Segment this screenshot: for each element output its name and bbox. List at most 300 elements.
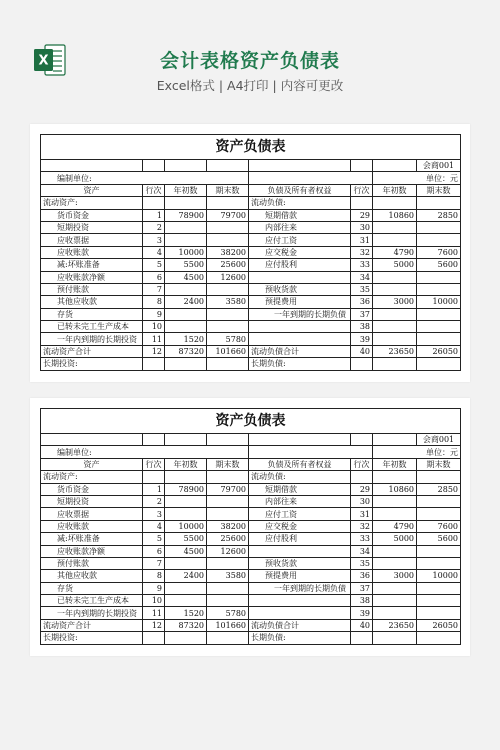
table-cell: 7 — [143, 283, 165, 295]
table-cell: 4500 — [165, 271, 207, 283]
unit-row — [41, 446, 461, 458]
table-cell — [373, 234, 417, 246]
sheet-title: 资产负债表 — [41, 135, 461, 160]
table-cell: 货币资金 — [41, 209, 143, 221]
table-row — [41, 483, 461, 495]
table-cell: 预收货款 — [249, 557, 351, 569]
blank-cell — [351, 160, 373, 172]
table-cell — [143, 632, 165, 644]
table-cell — [417, 607, 461, 619]
table-cell: 流动资产合计 — [41, 345, 143, 357]
table-cell: 应收账款 — [41, 246, 143, 258]
table-cell: 应交税金 — [249, 246, 351, 258]
table-cell: 31 — [351, 234, 373, 246]
table-cell: 存货 — [41, 308, 143, 320]
table-cell: 10 — [143, 321, 165, 333]
table-cell: 预提费用 — [249, 570, 351, 582]
table-cell: 2400 — [165, 296, 207, 308]
table-row — [41, 296, 461, 308]
table-cell — [165, 221, 207, 233]
table-cell — [143, 197, 165, 209]
table-cell — [373, 271, 417, 283]
sheet-title-row — [41, 409, 461, 434]
table-cell — [165, 321, 207, 333]
table-cell: 应收票据 — [41, 508, 143, 520]
table-cell: 78900 — [165, 483, 207, 495]
table-cell: 34 — [351, 545, 373, 557]
table-cell: 78900 — [165, 209, 207, 221]
table-row — [41, 495, 461, 507]
table-cell — [373, 557, 417, 569]
table-cell — [207, 358, 249, 370]
table-cell: 应交税金 — [249, 520, 351, 532]
table-cell — [373, 197, 417, 209]
balance-sheet-preview-2 — [30, 398, 470, 656]
table-cell: 29 — [351, 209, 373, 221]
table-cell — [249, 595, 351, 607]
table-cell: 36 — [351, 570, 373, 582]
table-row — [41, 545, 461, 557]
table-cell — [373, 545, 417, 557]
table-cell: 流动资产合计 — [41, 619, 143, 631]
table-cell: 5600 — [417, 533, 461, 545]
table-cell: 30 — [351, 495, 373, 507]
column-header: 资产 — [41, 458, 143, 470]
table-cell: 38200 — [207, 520, 249, 532]
table-cell: 应收账款净额 — [41, 545, 143, 557]
currency-unit-label: 单位：元 — [373, 446, 461, 458]
table-cell: 37 — [351, 582, 373, 594]
table-cell: 12600 — [207, 545, 249, 557]
blank-cell — [249, 172, 373, 184]
table-row — [41, 209, 461, 221]
column-header: 行次 — [143, 184, 165, 196]
table-row — [41, 221, 461, 233]
table-cell — [417, 221, 461, 233]
table-cell: 4790 — [373, 246, 417, 258]
table-cell: 38 — [351, 595, 373, 607]
column-header: 期末数 — [207, 458, 249, 470]
table-cell — [143, 471, 165, 483]
table-cell: 流动资产: — [41, 471, 143, 483]
table-cell — [165, 557, 207, 569]
table-cell: 短期投资 — [41, 495, 143, 507]
table-cell: 预提费用 — [249, 296, 351, 308]
table-row — [41, 321, 461, 333]
table-cell: 2400 — [165, 570, 207, 582]
table-cell — [207, 283, 249, 295]
table-cell: 35 — [351, 557, 373, 569]
table-cell: 存货 — [41, 582, 143, 594]
column-header-row — [41, 458, 461, 470]
table-row — [41, 259, 461, 271]
table-cell: 5780 — [207, 607, 249, 619]
table-cell: 7600 — [417, 520, 461, 532]
table-cell: 4790 — [373, 520, 417, 532]
table-cell: 已转未完工生产成本 — [41, 595, 143, 607]
table-cell: 流动负债: — [249, 471, 351, 483]
table-cell: 5780 — [207, 333, 249, 345]
table-cell: 25600 — [207, 259, 249, 271]
table-cell: 流动负债合计 — [249, 345, 351, 357]
table-cell — [417, 508, 461, 520]
table-cell: 39 — [351, 333, 373, 345]
table-cell: 减:坏账准备 — [41, 533, 143, 545]
table-cell: 内部往来 — [249, 221, 351, 233]
blank-cell — [143, 434, 165, 446]
table-row — [41, 557, 461, 569]
column-header-row — [41, 184, 461, 196]
table-cell — [207, 471, 249, 483]
table-row — [41, 595, 461, 607]
blank-cell — [143, 160, 165, 172]
table-cell — [417, 545, 461, 557]
table-cell: 12 — [143, 345, 165, 357]
table-cell — [417, 197, 461, 209]
table-cell — [165, 595, 207, 607]
table-cell: 36 — [351, 296, 373, 308]
table-cell — [249, 321, 351, 333]
table-cell: 7 — [143, 557, 165, 569]
table-cell — [207, 508, 249, 520]
form-number-row — [41, 160, 461, 172]
table-cell: 10860 — [373, 483, 417, 495]
table-cell: 9 — [143, 582, 165, 594]
table-cell: 1520 — [165, 607, 207, 619]
table-cell: 3000 — [373, 570, 417, 582]
sheet-title: 资产负债表 — [41, 409, 461, 434]
table-cell: 3 — [143, 234, 165, 246]
blank-cell — [207, 434, 249, 446]
table-row — [41, 308, 461, 320]
table-cell — [417, 471, 461, 483]
balance-sheet-preview-1 — [30, 124, 470, 382]
table-row — [41, 582, 461, 594]
table-cell — [165, 495, 207, 507]
table-row — [41, 246, 461, 258]
table-row — [41, 234, 461, 246]
table-cell — [165, 358, 207, 370]
table-cell — [417, 321, 461, 333]
table-row — [41, 570, 461, 582]
table-cell: 预收货款 — [249, 283, 351, 295]
table-cell — [207, 234, 249, 246]
balance-sheet-table — [40, 134, 461, 371]
table-cell: 12 — [143, 619, 165, 631]
table-cell — [373, 308, 417, 320]
table-cell: 其他应收款 — [41, 570, 143, 582]
page-title: 会计表格资产负债表 — [159, 50, 340, 72]
table-cell: 10000 — [417, 296, 461, 308]
table-row — [41, 345, 461, 357]
column-header: 年初数 — [373, 458, 417, 470]
column-header: 行次 — [143, 458, 165, 470]
table-cell: 预付账款 — [41, 283, 143, 295]
table-cell: 内部往来 — [249, 495, 351, 507]
table-row — [41, 283, 461, 295]
table-cell: 其他应收款 — [41, 296, 143, 308]
table-cell: 38200 — [207, 246, 249, 258]
table-row — [41, 197, 461, 209]
table-cell: 2 — [143, 221, 165, 233]
table-cell: 12600 — [207, 271, 249, 283]
table-cell: 10860 — [373, 209, 417, 221]
table-cell: 34 — [351, 271, 373, 283]
table-cell: 3 — [143, 508, 165, 520]
table-cell — [417, 582, 461, 594]
table-cell: 应付股利 — [249, 533, 351, 545]
table-cell: 37 — [351, 308, 373, 320]
table-cell — [351, 632, 373, 644]
table-cell: 短期借款 — [249, 483, 351, 495]
table-cell: 9 — [143, 308, 165, 320]
table-cell: 79700 — [207, 483, 249, 495]
compiling-unit-label: 编制单位: — [41, 446, 249, 458]
table-cell — [351, 358, 373, 370]
table-cell: 已转未完工生产成本 — [41, 321, 143, 333]
table-cell: 5000 — [373, 259, 417, 271]
table-cell — [373, 607, 417, 619]
table-cell — [373, 333, 417, 345]
table-cell: 10000 — [417, 570, 461, 582]
table-cell: 应付工资 — [249, 508, 351, 520]
table-cell — [165, 234, 207, 246]
form-number: 会商001 — [417, 160, 461, 172]
column-header: 行次 — [351, 184, 373, 196]
table-cell: 3580 — [207, 570, 249, 582]
table-cell: 31 — [351, 508, 373, 520]
table-cell: 26050 — [417, 619, 461, 631]
table-cell: 1 — [143, 483, 165, 495]
table-cell: 1520 — [165, 333, 207, 345]
column-header: 期末数 — [417, 458, 461, 470]
table-cell: 长期投资: — [41, 358, 143, 370]
page-subtitle: Excel格式 | A4打印 | 内容可更改 — [156, 78, 344, 93]
table-cell — [207, 595, 249, 607]
table-cell: 8 — [143, 296, 165, 308]
table-cell — [373, 221, 417, 233]
table-cell: 8 — [143, 570, 165, 582]
form-number-row — [41, 434, 461, 446]
table-cell — [373, 595, 417, 607]
table-row — [41, 271, 461, 283]
table-cell — [417, 283, 461, 295]
table-cell: 5600 — [417, 259, 461, 271]
table-cell — [417, 308, 461, 320]
table-cell: 25600 — [207, 533, 249, 545]
table-cell: 40 — [351, 345, 373, 357]
table-cell: 10000 — [165, 246, 207, 258]
table-cell — [373, 321, 417, 333]
blank-cell — [207, 160, 249, 172]
table-cell: 6 — [143, 545, 165, 557]
table-cell: 39 — [351, 607, 373, 619]
table-row — [41, 333, 461, 345]
table-cell: 长期负债: — [249, 358, 351, 370]
table-cell — [165, 308, 207, 320]
table-cell — [417, 495, 461, 507]
table-cell: 4500 — [165, 545, 207, 557]
table-cell — [207, 582, 249, 594]
table-cell: 87320 — [165, 619, 207, 631]
table-cell: 一年内到期的长期投资 — [41, 333, 143, 345]
table-cell — [249, 333, 351, 345]
table-cell: 23650 — [373, 619, 417, 631]
blank-cell — [249, 160, 351, 172]
table-cell: 减:坏账准备 — [41, 259, 143, 271]
blank-cell — [351, 434, 373, 446]
table-cell: 6 — [143, 271, 165, 283]
table-cell: 3000 — [373, 296, 417, 308]
blank-cell — [41, 434, 143, 446]
table-row — [41, 508, 461, 520]
table-cell: 短期借款 — [249, 209, 351, 221]
blank-cell — [373, 160, 417, 172]
sheet-title-row — [41, 135, 461, 160]
blank-cell — [165, 160, 207, 172]
column-header: 负债及所有者权益 — [249, 458, 351, 470]
table-cell: 一年到期的长期负债 — [249, 308, 351, 320]
table-cell — [249, 607, 351, 619]
table-cell — [207, 221, 249, 233]
blank-cell — [249, 434, 351, 446]
column-header: 年初数 — [165, 458, 207, 470]
blank-cell — [373, 434, 417, 446]
blank-cell — [41, 160, 143, 172]
table-cell: 79700 — [207, 209, 249, 221]
table-cell: 11 — [143, 607, 165, 619]
table-cell — [165, 582, 207, 594]
unit-row — [41, 172, 461, 184]
table-cell — [165, 197, 207, 209]
currency-unit-label: 单位：元 — [373, 172, 461, 184]
compiling-unit-label: 编制单位: — [41, 172, 249, 184]
table-cell: 2850 — [417, 483, 461, 495]
table-cell: 2850 — [417, 209, 461, 221]
table-cell: 货币资金 — [41, 483, 143, 495]
table-cell: 29 — [351, 483, 373, 495]
table-cell: 长期投资: — [41, 632, 143, 644]
table-cell — [249, 545, 351, 557]
table-cell — [417, 557, 461, 569]
table-cell: 一年到期的长期负债 — [249, 582, 351, 594]
table-cell — [351, 197, 373, 209]
table-cell: 3580 — [207, 296, 249, 308]
table-cell: 2 — [143, 495, 165, 507]
table-cell — [207, 308, 249, 320]
table-cell — [417, 632, 461, 644]
table-cell: 10000 — [165, 520, 207, 532]
table-cell: 101660 — [207, 345, 249, 357]
table-cell: 应收账款净额 — [41, 271, 143, 283]
blank-cell — [165, 434, 207, 446]
table-cell: 5500 — [165, 533, 207, 545]
table-cell: 应收票据 — [41, 234, 143, 246]
table-cell: 26050 — [417, 345, 461, 357]
table-row — [41, 533, 461, 545]
column-header: 期末数 — [417, 184, 461, 196]
table-row — [41, 619, 461, 631]
table-cell: 33 — [351, 259, 373, 271]
table-cell — [165, 283, 207, 295]
table-cell — [373, 508, 417, 520]
table-cell — [373, 582, 417, 594]
table-row — [41, 358, 461, 370]
table-cell: 5000 — [373, 533, 417, 545]
table-cell — [207, 557, 249, 569]
table-cell: 长期负债: — [249, 632, 351, 644]
table-cell — [165, 632, 207, 644]
table-cell: 7600 — [417, 246, 461, 258]
table-row — [41, 632, 461, 644]
table-cell: 预付账款 — [41, 557, 143, 569]
table-cell: 应收账款 — [41, 520, 143, 532]
form-number: 会商001 — [417, 434, 461, 446]
table-cell: 10 — [143, 595, 165, 607]
column-header: 年初数 — [165, 184, 207, 196]
table-cell: 短期投资 — [41, 221, 143, 233]
column-header: 期末数 — [207, 184, 249, 196]
table-cell — [417, 271, 461, 283]
table-cell — [351, 471, 373, 483]
table-cell — [373, 632, 417, 644]
svg-text:X: X — [38, 53, 49, 69]
table-row — [41, 471, 461, 483]
column-header: 行次 — [351, 458, 373, 470]
table-cell: 应付股利 — [249, 259, 351, 271]
table-cell — [207, 495, 249, 507]
page-header — [0, 0, 500, 112]
table-cell: 40 — [351, 619, 373, 631]
table-cell — [373, 358, 417, 370]
blank-cell — [249, 446, 373, 458]
table-cell — [207, 197, 249, 209]
table-cell: 101660 — [207, 619, 249, 631]
table-cell: 30 — [351, 221, 373, 233]
table-row — [41, 520, 461, 532]
balance-sheet-table — [40, 408, 461, 645]
table-cell — [373, 495, 417, 507]
table-cell — [207, 632, 249, 644]
table-cell: 流动负债合计 — [249, 619, 351, 631]
table-cell: 33 — [351, 533, 373, 545]
table-cell: 38 — [351, 321, 373, 333]
table-cell: 35 — [351, 283, 373, 295]
table-cell: 一年内到期的长期投资 — [41, 607, 143, 619]
table-cell — [165, 471, 207, 483]
column-header: 资产 — [41, 184, 143, 196]
table-cell — [417, 333, 461, 345]
table-row — [41, 607, 461, 619]
table-cell: 应付工资 — [249, 234, 351, 246]
table-cell: 4 — [143, 520, 165, 532]
table-cell: 11 — [143, 333, 165, 345]
table-cell — [143, 358, 165, 370]
table-cell: 5 — [143, 259, 165, 271]
table-cell: 5500 — [165, 259, 207, 271]
table-cell — [373, 283, 417, 295]
table-cell — [417, 234, 461, 246]
table-cell: 流动资产: — [41, 197, 143, 209]
table-cell — [417, 358, 461, 370]
table-cell: 32 — [351, 520, 373, 532]
table-cell — [373, 471, 417, 483]
table-cell: 23650 — [373, 345, 417, 357]
table-cell — [165, 508, 207, 520]
table-cell: 87320 — [165, 345, 207, 357]
column-header: 负债及所有者权益 — [249, 184, 351, 196]
table-cell: 1 — [143, 209, 165, 221]
